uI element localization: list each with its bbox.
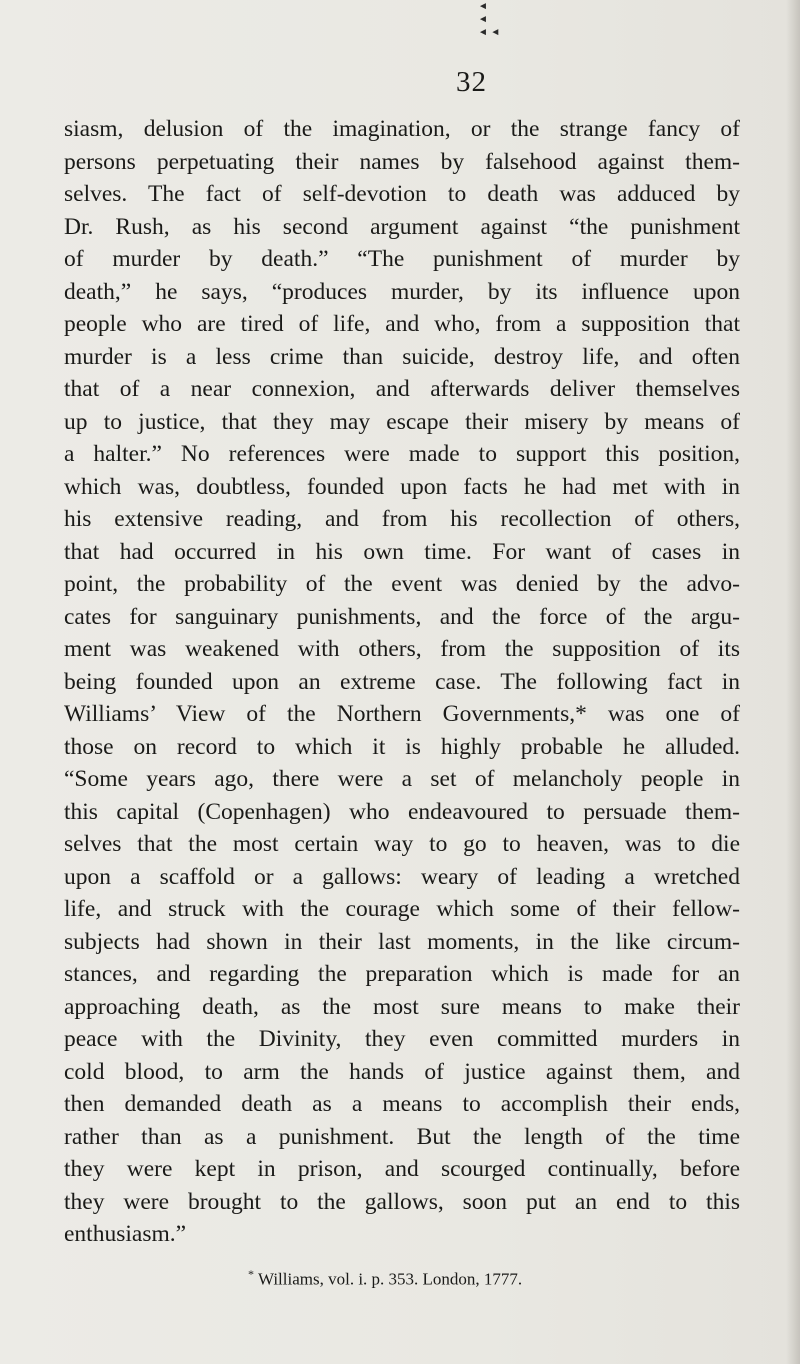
- edge-mark: ◄ ◄: [478, 27, 501, 38]
- text-line: life, and struck with the courage which some of their fellow-: [64, 896, 740, 922]
- text-line: up to justice, that they may escape their misery by means of: [64, 408, 740, 435]
- text-line: approaching death, as the most sure means to make their: [64, 993, 740, 1020]
- page-number: 32: [456, 66, 487, 98]
- text-line: upon a scaffold or a gallows: weary of leading a wretched: [64, 863, 740, 890]
- text-line: death,” he says, “produces murder, by its influence upon: [64, 278, 740, 305]
- text-line: cold blood, to arm the hands of justice against them, and: [64, 1058, 740, 1085]
- text-line: point, the probability of the event was denied by the advo-: [64, 571, 740, 597]
- edge-marks: [478, 0, 500, 39]
- edge-mark: ◄: [478, 1, 488, 12]
- footnote: [248, 1267, 522, 1290]
- text-line: persons perpetuating their names by falsehood against them-: [64, 148, 740, 175]
- text-line: stances, and regarding the preparation which is made for an: [64, 961, 740, 987]
- text-line: that had occurred in his own time. For want of cases in: [64, 538, 740, 565]
- text-line: ment was weakened with others, from the supposition of its: [64, 636, 740, 662]
- text-line: peace with the Divinity, they even committed murders in: [64, 1026, 740, 1052]
- text-line: those on record to which it is highly probable he alluded.: [64, 733, 740, 760]
- text-line: a halter.” No references were made to support this position,: [64, 441, 740, 467]
- footnote-marker: *: [248, 1267, 254, 1281]
- text-line: that of a near connexion, and afterwards deliver themselves: [64, 376, 740, 402]
- text-line: which was, doubtless, founded upon facts he had met with in: [64, 473, 740, 500]
- text-line: people who are tired of life, and who, from a supposition that: [64, 311, 740, 337]
- text-line: enthusiasm.”: [64, 1221, 187, 1247]
- text-line: “Some years ago, there were a set of melancholy people in: [64, 766, 740, 792]
- text-line: rather than as a punishment. But the length of the time: [64, 1123, 740, 1150]
- page-edge-shadow: [786, 0, 800, 1364]
- text-line: they were kept in prison, and scourged continually, before: [64, 1156, 740, 1182]
- body-text: [64, 113, 740, 1251]
- text-line: selves. The fact of self-devotion to death was adduced by: [64, 181, 740, 207]
- text-line: subjects had shown in their last moments, in the like circum-: [64, 928, 740, 955]
- text-line: siasm, delusion of the imagination, or the strange fancy of: [64, 116, 740, 142]
- footnote-text: Williams, vol. i. p. 353. London, 1777.: [257, 1269, 523, 1289]
- text-line: then demanded death as a means to accomplish their ends,: [64, 1091, 740, 1117]
- text-line: murder is a less crime than suicide, destroy life, and often: [64, 343, 740, 370]
- text-line: this capital (Copenhagen) who endeavoured to persuade them-: [64, 798, 740, 825]
- text-line: cates for sanguinary punishments, and the force of the argu-: [64, 603, 740, 630]
- text-line: Williams’ View of the Northern Governments,* was one of: [64, 701, 740, 727]
- text-line: his extensive reading, and from his recollection of others,: [64, 506, 740, 532]
- text-line: of murder by death.” “The punishment of murder by: [64, 246, 740, 272]
- text-line: being founded upon an extreme case. The following fact in: [64, 668, 740, 695]
- text-line: Dr. Rush, as his second argument against “the punishment: [64, 213, 740, 240]
- text-line: selves that the most certain way to go to heaven, was to die: [64, 831, 740, 857]
- text-line: they were brought to the gallows, soon put an end to this: [64, 1188, 740, 1215]
- edge-mark: ◄: [478, 14, 488, 25]
